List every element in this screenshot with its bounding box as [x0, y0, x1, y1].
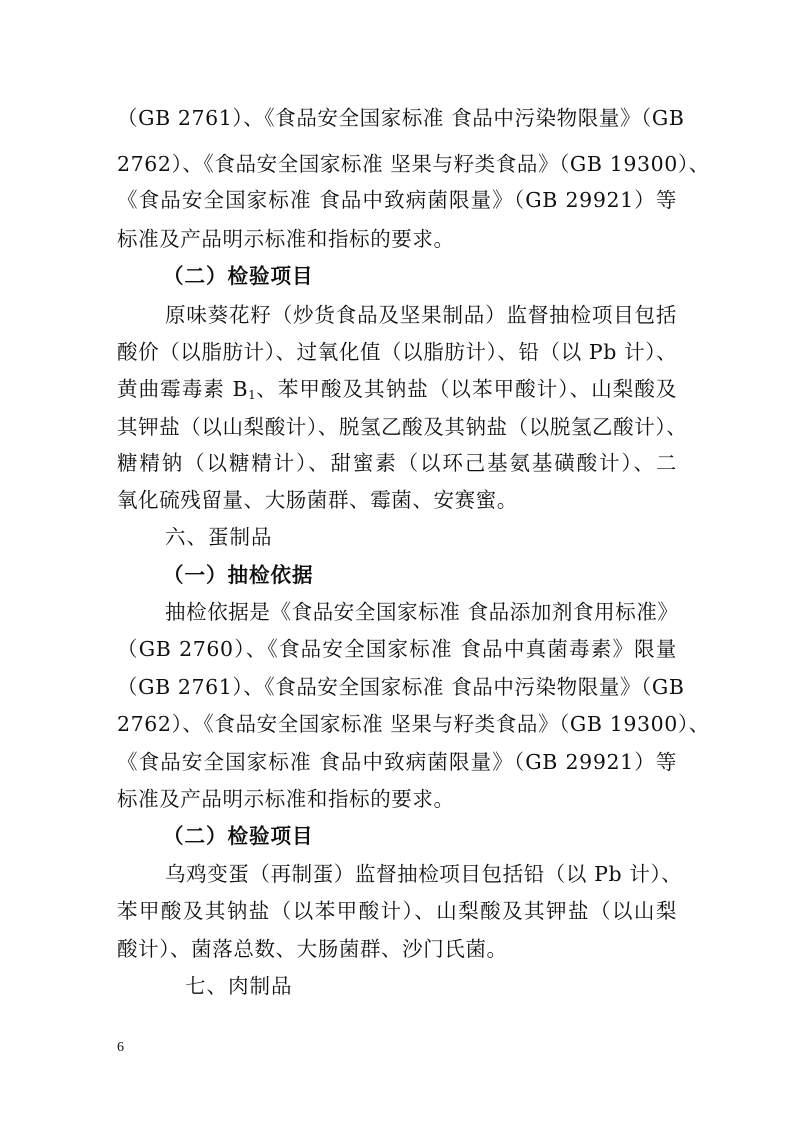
body-text-line: 抽检依据是《食品安全国家标准 食品添加剂食用标准》	[165, 600, 679, 624]
body-text-line: 2762）、《食品安全国家标准 坚果与籽类食品》（GB 19300）、	[117, 152, 710, 176]
body-text-line: （GB 2761）、《食品安全国家标准 食品中污染物限量》（GB	[117, 106, 685, 130]
text-fragment: 黄曲霉毒素 B	[117, 377, 249, 401]
body-text-line: （GB 2760）、《食品安全国家标准 食品中真菌毒素》限量	[117, 637, 677, 661]
body-text-line: 《食品安全国家标准 食品中致病菌限量》（GB 29921）等	[117, 188, 677, 212]
page-number: 6	[117, 1040, 124, 1055]
body-text-line: 糖精钠（以糖精计）、甜蜜素（以环己基氨基磺酸计）、二	[117, 451, 677, 475]
body-text-line: 氧化硫残留量、大肠菌群、霉菌、安赛蜜。	[117, 488, 518, 512]
body-text-line: 苯甲酸及其钠盐（以苯甲酸计）、山梨酸及其钾盐（以山梨	[117, 899, 677, 923]
body-text-line: 标准及产品明示标准和指标的要求。	[117, 227, 455, 251]
subheading-inspection-items: （二）检验项目	[163, 264, 314, 288]
body-text-line: 原味葵花籽（炒货食品及坚果制品）监督抽检项目包括	[165, 303, 677, 327]
section-heading: 七、肉制品	[185, 974, 293, 998]
body-text-line: 乌鸡变蛋（再制蛋）监督抽检项目包括铅（以 Pb 计）、	[165, 862, 683, 886]
body-text-line: 《食品安全国家标准 食品中致病菌限量》（GB 29921）等	[117, 750, 677, 774]
body-text-line: 酸计）、菌落总数、大肠菌群、沙门氏菌。	[117, 937, 508, 961]
text-fragment: 、苯甲酸及其钠盐（以苯甲酸计）、山梨酸及	[255, 377, 678, 401]
body-text-line: （GB 2761）、《食品安全国家标准 食品中污染物限量》（GB	[117, 675, 685, 699]
body-text-line: 标准及产品明示标准和指标的要求。	[117, 787, 455, 811]
subheading-sampling-basis: （一）抽检依据	[163, 563, 314, 587]
subheading-inspection-items: （二）检验项目	[163, 824, 314, 848]
body-text-line: 酸价（以脂肪计）、过氧化值（以脂肪计）、铅（以 Pb 计）、	[117, 340, 678, 364]
section-heading: 六、蛋制品	[165, 525, 273, 549]
body-text-line: 2762）、《食品安全国家标准 坚果与籽类食品》（GB 19300）、	[117, 712, 710, 736]
body-text-line	[117, 375, 677, 409]
subscript: 1	[248, 388, 256, 402]
body-text-line: 其钾盐（以山梨酸计）、脱氢乙酸及其钠盐（以脱氢乙酸计）、	[117, 415, 688, 439]
